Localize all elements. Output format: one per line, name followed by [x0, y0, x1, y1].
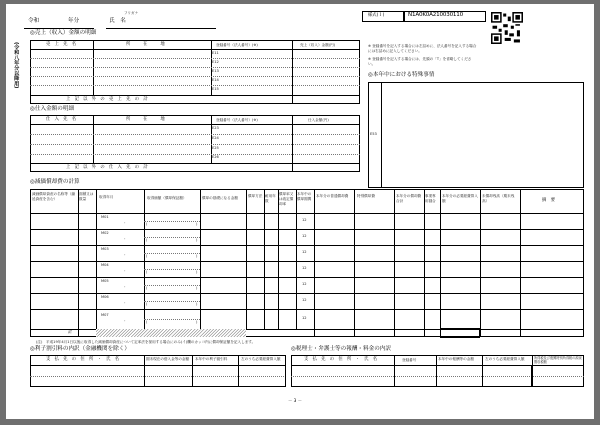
- year-suffix: 年分: [68, 18, 80, 24]
- dep-row-code: M07: [101, 313, 109, 317]
- qr-code-icon: [491, 12, 523, 44]
- dep-paren-open: (: [146, 254, 148, 258]
- sales-col-address: 所 在 地: [126, 42, 165, 47]
- purchase-row-code: E26: [212, 155, 219, 159]
- dep-paren-open: (: [146, 238, 148, 242]
- dep-col-period: 本年中の償却期間: [297, 192, 312, 202]
- tax-fees-col-payee: 支 払 先 の 住 所 ・ 氏 名: [304, 357, 378, 362]
- dep-paren-open: (: [146, 320, 148, 324]
- dep-months: 12: [302, 316, 307, 320]
- sales-row-code: E12: [212, 60, 219, 64]
- dep-months: 12: [302, 250, 307, 254]
- dep-months: 12: [302, 266, 307, 270]
- purchase-col-supplier: 仕 入 先 名: [46, 117, 77, 122]
- depreciation-table: [30, 189, 584, 337]
- dep-col-quantity: 面積又は数量: [79, 192, 94, 202]
- sales-title: ◎売上（収入）金額の明細: [30, 30, 97, 36]
- dep-paren-open: (: [146, 286, 148, 290]
- interest-col-expense: 左のうち必要経費算入額: [241, 357, 281, 361]
- purchase-col-amount: 仕入金額(円): [308, 118, 329, 122]
- form-label: 様式(ｌ): [368, 13, 385, 18]
- dep-total-expense-box: [440, 328, 480, 338]
- dep-col-expense: 本年分の必要経費算入額: [442, 194, 478, 204]
- dep-total-label: 計: [68, 330, 73, 335]
- form-code: N1A0K0A210030110: [408, 12, 464, 18]
- note-line-2: ※ 登録番号を記入する場合には、先頭の「T」を省略してください。: [368, 57, 472, 67]
- special-title: ◎本年中における特殊事情: [368, 72, 435, 78]
- dep-col-method: 償却方法: [248, 194, 263, 198]
- dep-row-code: M01: [101, 215, 109, 219]
- dep-paren-close: ): [196, 238, 198, 242]
- dep-col-rate: 償却率又は改定償却率: [279, 192, 294, 207]
- dep-col-special: 特別償却費: [357, 194, 375, 198]
- dep-paren-close: ): [196, 222, 198, 226]
- tax-fees-col-paid: 本年中の報酬等の金額: [438, 357, 474, 361]
- dep-paren-close: ): [196, 302, 198, 306]
- dep-row-code: M02: [101, 231, 109, 235]
- era-label: 令和: [28, 18, 40, 24]
- dep-row-code: M03: [101, 247, 109, 251]
- purchase-col-reg: 登録番号（法人番号）(※): [216, 118, 258, 122]
- dep-date-placeholder: ・: [123, 285, 127, 289]
- purchase-total-label: 上 記 以 外 の 仕 入 先 の 計: [66, 164, 148, 170]
- sales-total-label: 上 記 以 外 の 売 上 先 の 計: [66, 96, 148, 102]
- note-line-1: ※ 登録番号を記入する場合には左詰めに、法人番号を記入する場合には右詰めに記入してください。: [368, 44, 477, 54]
- name-underline: [106, 28, 216, 29]
- interest-title: ◎利子割引料の内訳（金融機関を除く）: [30, 346, 130, 352]
- special-box: [368, 82, 584, 188]
- tax-fees-col-expense: 左のうち必要経費算入額: [485, 357, 525, 361]
- interest-col-payee: 支 払 先 の 住 所 ・ 氏 名: [46, 357, 120, 362]
- tax-fees-col-withholding: 所得税及び復興特別所得税の源泉徴収税額: [534, 356, 582, 364]
- dep-months: 12: [302, 218, 307, 222]
- dep-col-ordinary: 本年分の普通償却費: [316, 194, 349, 198]
- interest-expense-box: [238, 365, 286, 387]
- sales-row-code: E13: [212, 69, 219, 73]
- sales-col-reg: 登録番号（法人番号）(※): [216, 43, 258, 47]
- year-underline: [24, 28, 94, 29]
- dep-date-placeholder: ・: [123, 221, 127, 225]
- dep-paren-open: (: [146, 222, 148, 226]
- dep-date-placeholder: ・: [123, 319, 127, 323]
- sales-col-amount: 売上（収入）金額(円): [300, 43, 336, 47]
- dep-months: 12: [302, 298, 307, 302]
- dep-col-ratio: 事業専用割合: [425, 194, 436, 204]
- interest-col-paid: 本年中の利子割引料: [195, 357, 228, 361]
- dep-col-total: 本年分の償却費合計: [396, 194, 422, 204]
- dep-paren-close: ): [196, 320, 198, 324]
- dep-paren-close: ): [196, 286, 198, 290]
- dep-col-life: 耐用年数: [265, 194, 276, 204]
- dep-paren-open: (: [146, 270, 148, 274]
- purchase-row-code: E25: [212, 146, 219, 150]
- furigana-label: フリガナ: [124, 11, 139, 15]
- dep-footnote: (注) 平成19年4月1日以後に取得した減価償却資産について定率法を採用する場合にのみ(イ)欄のカッコ内に償却保証額を記入します。: [36, 340, 256, 344]
- dep-col-remarks: 摘 要: [542, 198, 555, 203]
- dep-col-basis: 償却の基礎になる金額: [202, 196, 238, 200]
- sales-row-code: E15: [212, 87, 219, 91]
- dep-paren-close: ): [196, 254, 198, 258]
- purchase-col-address: 所 在 地: [126, 117, 165, 122]
- tax-fees-expense-box: [482, 365, 532, 387]
- sales-col-customer: 売 上 先 名: [46, 42, 77, 47]
- dep-date-placeholder: ・: [123, 301, 127, 305]
- sales-row-code: E11: [212, 51, 219, 55]
- page-number: － 3 －: [288, 399, 303, 404]
- purchase-title: ◎仕入金額の明細: [30, 106, 75, 112]
- dep-paren-close: ): [196, 270, 198, 274]
- tax-fees-title: ◎税理士・弁護士等の報酬・料金の内訳: [291, 346, 391, 352]
- dep-row-code: M05: [101, 279, 109, 283]
- side-note: (令和八年分以降用): [13, 42, 20, 89]
- name-label: 氏 名: [109, 18, 126, 24]
- dep-col-remaining: 未償却残高（期末残高）: [482, 194, 515, 204]
- dep-date-placeholder: ・: [123, 253, 127, 257]
- special-code: E53: [370, 132, 377, 136]
- interest-col-balance: 期末現在の借入金等の金額: [146, 357, 190, 361]
- sales-row-code: E14: [212, 78, 219, 82]
- dep-total-hatch: [96, 329, 246, 337]
- dep-months: 12: [302, 282, 307, 286]
- dep-date-placeholder: ・: [123, 269, 127, 273]
- dep-col-acquired: 取得年月: [99, 195, 114, 199]
- depreciation-title: ◎減価償却費の計算: [30, 179, 80, 185]
- purchase-row-code: E24: [212, 136, 219, 140]
- dep-col-cost: 取得価額（償却保証額）: [147, 196, 187, 200]
- dep-date-placeholder: ・: [123, 237, 127, 241]
- dep-paren-open: (: [146, 302, 148, 306]
- tax-fees-col-reg: 登録番号: [402, 358, 417, 362]
- purchase-row-code: E23: [212, 126, 219, 130]
- dep-row-code: M06: [101, 295, 109, 299]
- dep-months: 12: [302, 234, 307, 238]
- dep-row-code: M04: [101, 263, 109, 267]
- dep-col-name: 減価償却資産の名称等（繰延資産を含む）: [32, 192, 76, 202]
- tax-form-page: [6, 4, 594, 419]
